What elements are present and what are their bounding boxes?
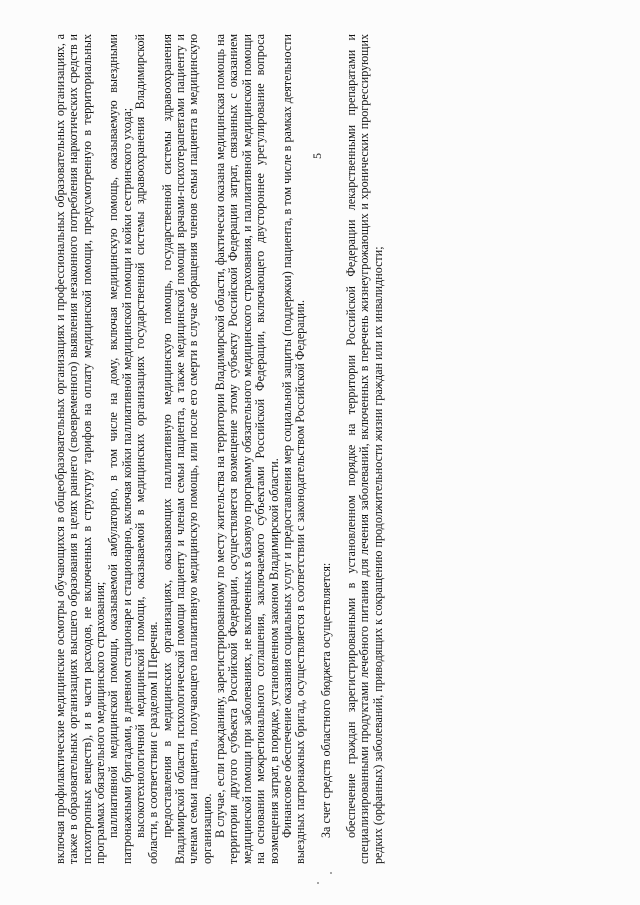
paragraph-orphan-drugs: обеспечение граждан зарегистрированными в установленном порядке на территории Российской Федерации лекарственными препаратами и специализированными продуктами лечебного питания для лечения заболеваний, включенных в перечень жизнеугрожающих и хронических прогрессирующих редких (орфанных) заболеваний, приводящих к сокращению продолжительности жизни граждан или их инвалидности; [343, 34, 385, 864]
scan-speck [317, 882, 319, 884]
scan-speck [330, 872, 332, 874]
paragraph-palliative-care: паллиативной медицинской помощи, оказываемой амбулаторно, в том числе на дому, включая медицинскую помощь, оказываемую выездными патронажными бригадами, в дневном стационаре и стационарно, включая койки паллиативной медицинской помощи и койки сестринского ухода; [106, 34, 134, 864]
paragraph-high-tech-care: высокотехнологичной медицинской помощи, оказываемой в медицинских организациях государственной системы здравоохранения Владимирской области, в соответствии с разделом II Перечня. [133, 34, 161, 864]
paragraph-psychological-help: предоставления в медицинских организациях, оказывающих паллиативную медицинскую помощь, государственной системы здравоохранения Владимирской области психологической помощи пациенту и членам семьи пациента, а также медицинской помощи врачами-психотерапевтами пациенту и членам семьи пациента, получающего паллиативную медицинскую помощь, или после его смерти в случае обращения членов семьи пациента в медицинскую организацию. [159, 34, 214, 864]
page-number: 5 [310, 153, 324, 159]
paragraph-preventive-exams: включая профилактические медицинские осмотры обучающихся в общеобразовательных организациях и профессиональных образовательных организациях, а также в образовательных организациях высшего образования в целях раннего (своевременного) выявления незаконного потребления наркотических средств и психотропных веществ), и в части расходов, не включенных в структуру тарифов на оплату медицинской помощи, предусмотренную в территориальных программах обязательного медицинского страхования; [53, 34, 108, 864]
paragraph-regional-budget-heading: За счет средств областного бюджета осуществляется: [318, 562, 333, 838]
paragraph-other-region-care: В случае, если гражданину, зарегистрированному по месту жительства на территории Владимирской области, фактически оказана медицинская помощь на территории другого субъекта Российской Федерации, осуществляется возмещение этому субъекту Российской Федерации затрат, связанных с оказанием медицинской помощи при заболеваниях, не включенных в базовую программу обязательного медицинского страхования, и паллиативной медицинской помощи на основании межрегионального соглашения, заключаемого субъектами Российской Федерации, включающего двустороннее урегулирование вопроса возмещения затрат, в порядке, установленном законом Владимирской области. [213, 34, 281, 864]
document-body [54, 34, 584, 864]
paragraph-social-services: Финансовое обеспечение оказания социальных услуг и предоставления мер социальной защиты (поддержки) пациента, в том числе в рамках деятельности выездных патронажных бригад, осуществляется в соответствии с законодательством Российской Федерации. [279, 34, 308, 864]
